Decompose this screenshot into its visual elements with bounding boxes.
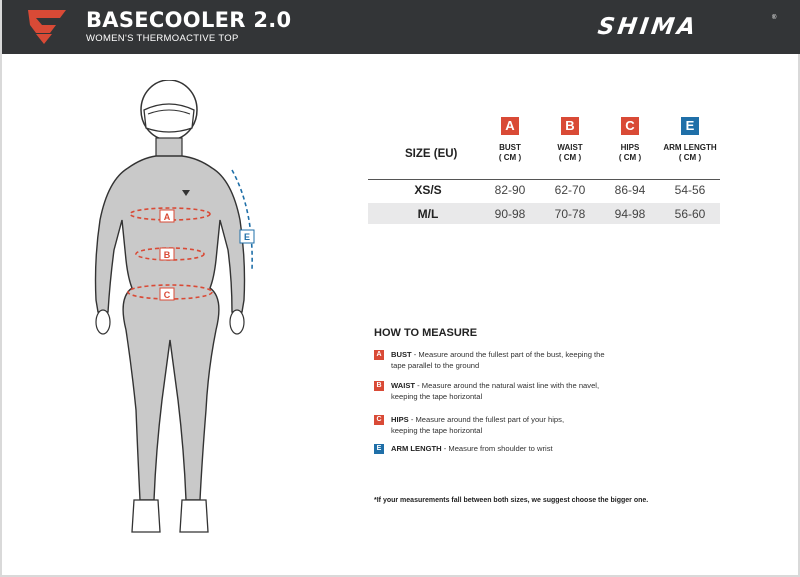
measure-badge-b: B [374, 381, 384, 391]
cell-hips: 86-94 [614, 183, 646, 197]
column-header-bust: BUST ( CM ) [498, 143, 522, 162]
cell-waist: 70-78 [554, 207, 586, 221]
header-bar [2, 0, 800, 54]
marker-a-label: A [163, 212, 171, 222]
column-header-waist: WAIST ( CM ) [557, 143, 583, 162]
row-size-xs-s: XS/S [414, 183, 442, 197]
column-header-arm-length: ARM LENGTH ( CM ) [663, 143, 717, 162]
brand-logo: SHIMA [596, 14, 700, 40]
marker-c-label: C [163, 290, 171, 300]
marker-e-label: E [243, 232, 251, 242]
size-footnote: *If your measurements fall between both sizes, we suggest choose the bigger one. [374, 497, 649, 504]
measure-item-waist: WAIST - Measure around the natural waist line with the navel, keeping the tape horizontal [391, 381, 600, 401]
size-column-header: SIZE (EU) [405, 148, 458, 160]
product-subtitle: WOMEN'S THERMOACTIVE TOP [86, 33, 239, 44]
table-divider [368, 179, 720, 180]
product-title: BASECOOLER 2.0 [86, 8, 292, 32]
row-size-m-l: M/L [417, 207, 439, 221]
measure-item-hips: HIPS - Measure around the fullest part of your hips, keeping the tape horizontal [391, 415, 565, 435]
marker-b-label: B [163, 250, 171, 260]
cell-hips: 94-98 [614, 207, 646, 221]
column-letter-c: C [621, 117, 639, 135]
cell-bust: 90-98 [494, 207, 526, 221]
shima-logo-mark-icon [26, 8, 68, 46]
column-letter-b: B [561, 117, 579, 135]
cell-arm-length: 56-60 [674, 207, 706, 221]
measure-badge-a: A [374, 350, 384, 360]
measure-item-bust: BUST - Measure around the fullest part of the bust, keeping the tape parallel to the ground [391, 350, 605, 370]
brand-registered-mark: ® [772, 15, 777, 21]
measure-item-arm-length: ARM LENGTH - Measure from shoulder to wrist [391, 444, 553, 453]
column-letter-a: A [501, 117, 519, 135]
body-figure-illustration [82, 80, 282, 560]
measure-badge-c: C [374, 415, 384, 425]
cell-waist: 62-70 [554, 183, 586, 197]
measure-badge-e: E [374, 444, 384, 454]
cell-arm-length: 54-56 [674, 183, 706, 197]
column-header-hips: HIPS ( CM ) [618, 143, 642, 162]
cell-bust: 82-90 [494, 183, 526, 197]
how-to-measure-title: HOW TO MEASURE [374, 327, 478, 339]
column-letter-e: E [681, 117, 699, 135]
